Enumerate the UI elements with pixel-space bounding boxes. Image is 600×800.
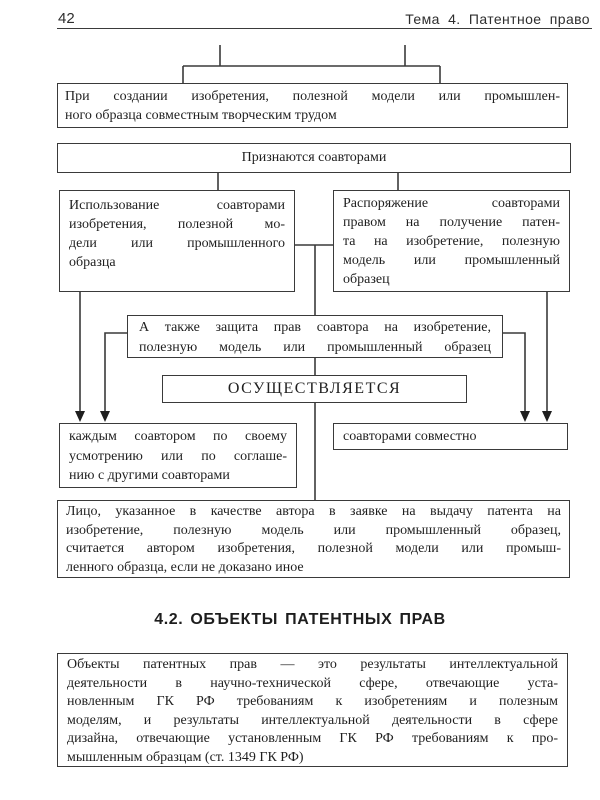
box-dispose-line1: Распоряжение соавторами bbox=[343, 196, 560, 211]
box-objects-line6: мышленным образцам (ст. 1349 ГК РФ) bbox=[67, 749, 304, 765]
box-carried-out bbox=[162, 375, 467, 403]
page-number: 42 bbox=[58, 10, 75, 27]
box-joint-creation bbox=[57, 83, 568, 128]
box-use-line2: изобретения, полезной мо- bbox=[69, 217, 285, 232]
box-each-line2: усмотрению или по соглаше- bbox=[69, 448, 287, 464]
box-dispose-by-coauthors bbox=[333, 190, 570, 292]
box-joint-creation-line2: ного образца совместным творческим трудом bbox=[65, 108, 337, 123]
box-jointly-text: соавторами совместно bbox=[343, 429, 477, 444]
box-person-line3: считается автором изобретения, полезной модели или промыш- bbox=[66, 541, 561, 556]
bracket-left-inner bbox=[105, 333, 127, 412]
box-person-line1: Лицо, указанное в качестве автора в заявке на выдачу патента на bbox=[66, 504, 561, 519]
box-use-by-coauthors bbox=[59, 190, 295, 292]
box-person-named bbox=[57, 500, 570, 578]
box-patent-objects bbox=[57, 653, 568, 767]
box-use-line1: Использование соавторами bbox=[69, 198, 285, 213]
box-each-coauthor bbox=[59, 423, 297, 488]
box-carried-out-text: ОСУЩЕСТВЛЯЕТСЯ bbox=[227, 380, 402, 397]
arrow-down-icon bbox=[520, 411, 530, 422]
box-dispose-line4: модель или промышленный bbox=[343, 253, 560, 268]
box-objects-line3: новленным ГК РФ требованиям к изобретениям и полезным bbox=[67, 694, 558, 709]
arrow-down-icon bbox=[100, 411, 110, 422]
box-protection-line2: полезную модель или промышленный образец bbox=[139, 339, 491, 355]
bracket-right-inner bbox=[503, 333, 525, 412]
box-objects-line1: Объекты патентных прав — это результаты интеллектуальной bbox=[67, 657, 558, 672]
box-protection-line1: А также защита прав соавтора на изобретение, bbox=[139, 320, 491, 335]
arrow-down-icon bbox=[542, 411, 552, 422]
box-dispose-line2: правом на получение патен- bbox=[343, 215, 560, 230]
box-objects-line4: моделям, и результаты интеллектуальной деятельности в сфере bbox=[67, 712, 558, 728]
section-heading: 4.2. ОБЪЕКТЫ ПАТЕНТНЫХ ПРАВ bbox=[154, 611, 446, 628]
box-person-line2: изобретение, полезную модель или промышленный образец, bbox=[66, 522, 561, 538]
box-objects-line2: деятельности в научно-технической сфере, отвечающие уста- bbox=[67, 675, 558, 691]
box-each-line1: каждым соавтором по своему bbox=[69, 429, 287, 444]
box-person-line4: ленного образца, если не доказано иное bbox=[66, 559, 304, 575]
box-recognized-coauthors-text: Признаются соавторами bbox=[241, 150, 387, 165]
box-use-line3: дели или промышленного bbox=[69, 236, 285, 251]
box-use-line4: образца bbox=[69, 255, 116, 270]
running-header-title: Тема 4. Патентное право bbox=[405, 11, 590, 27]
box-joint-creation-line1: При создании изобретения, полезной модели или промышлен- bbox=[65, 89, 560, 104]
box-dispose-line3: та на изобретение, полезную bbox=[343, 234, 560, 249]
arrow-down-icon bbox=[75, 411, 85, 422]
box-protection-rights bbox=[127, 315, 503, 358]
box-jointly bbox=[333, 423, 568, 450]
box-objects-line5: дизайна, отвечающие установленным ГК РФ требованиям к про- bbox=[67, 731, 558, 746]
box-recognized-coauthors bbox=[57, 143, 571, 173]
box-dispose-line5: образец bbox=[343, 272, 390, 287]
box-each-line3: нию с другими соавторами bbox=[69, 468, 230, 483]
